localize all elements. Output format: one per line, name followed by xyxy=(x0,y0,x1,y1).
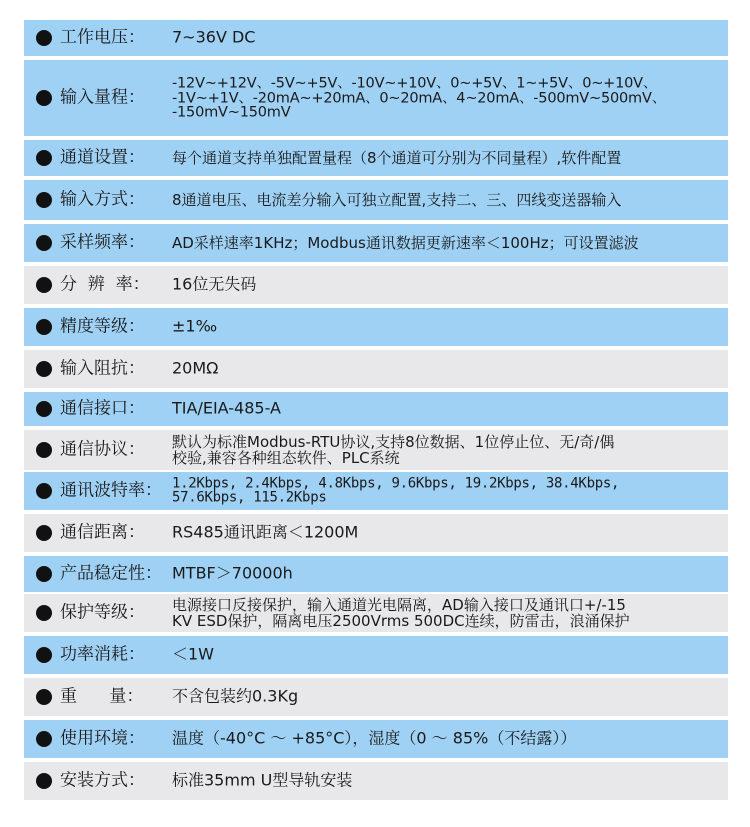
spec-value: MTBF＞70000h xyxy=(172,563,293,583)
bullet-icon xyxy=(36,150,52,166)
spec-row-comm-interface xyxy=(24,392,728,426)
spec-label: 分 辨 率： xyxy=(60,274,150,295)
spec-label: 保护等级： xyxy=(60,602,145,623)
bullet-icon xyxy=(36,483,52,499)
bullet-icon xyxy=(36,647,52,663)
spec-label: 通信接口： xyxy=(60,398,145,419)
spec-row-mounting xyxy=(24,762,728,800)
spec-row-input-impedance xyxy=(24,350,728,388)
spec-label: 使用环境： xyxy=(60,728,145,749)
bullet-icon xyxy=(36,361,52,377)
spec-row-input-mode xyxy=(24,180,728,220)
bullet-icon xyxy=(36,90,52,106)
bullet-icon xyxy=(36,605,52,621)
spec-row-accuracy xyxy=(24,308,728,346)
spec-value: 电源接口反接保护，输入通道光电隔离，AD输入接口及通讯口+/-15 KV ESD保护，隔离电压2500Vrms 500DC连续，防雷击，浪涌保护 xyxy=(172,595,630,630)
spec-label: 工作电压： xyxy=(60,27,145,48)
spec-row-input-range xyxy=(24,60,728,136)
spec-value: 每个通道支持单独配置量程（8个通道可分别为不同量程）,软件配置 xyxy=(172,148,622,167)
spec-label: 通道设置： xyxy=(60,147,145,168)
spec-row-environment xyxy=(24,720,728,758)
spec-value: 不含包装约0.3Kg xyxy=(172,686,299,706)
bullet-icon xyxy=(36,319,52,335)
spec-label: 精度等级： xyxy=(60,316,145,337)
bullet-icon xyxy=(36,401,52,417)
bullet-icon xyxy=(36,192,52,208)
spec-label: 通信距离： xyxy=(60,522,145,543)
spec-value: ＜1W xyxy=(172,644,215,664)
spec-row-sampling-rate xyxy=(24,224,728,262)
spec-value: 默认为标准Modbus-RTU协议,支持8位数据、1位停止位、无/奇/偶 校验,兼容各种组态软件、PLC系统 xyxy=(172,432,615,467)
spec-label: 重 量： xyxy=(60,686,144,707)
spec-label: 采样频率： xyxy=(60,232,145,253)
bullet-icon xyxy=(36,277,52,293)
spec-row-comm-distance xyxy=(24,514,728,552)
spec-value: -12V~+12V、-5V~+5V、-10V~+10V、0~+5V、1~+5V、0~+10V、 -1V~+1V、-20mA~+20mA、0~20mA、4~20mA、-500mV~500mV、 -150mV~150mV xyxy=(172,75,667,121)
spec-row-channel-setting xyxy=(24,140,728,176)
spec-label: 通信协议： xyxy=(60,439,145,460)
spec-value: TIA/EIA-485-A xyxy=(172,398,281,418)
spec-label: 通讯波特率： xyxy=(60,480,162,501)
spec-value: RS485通讯距离＜1200M xyxy=(172,522,359,542)
spec-row-protection xyxy=(24,594,728,632)
bullet-icon xyxy=(36,30,52,46)
bullet-icon xyxy=(36,731,52,747)
spec-value: 7~36V DC xyxy=(172,27,256,47)
spec-value: AD采样速率1KHz；Modbus通讯数据更新速率＜100Hz；可设置滤波 xyxy=(172,233,639,252)
spec-label: 安装方式： xyxy=(60,770,145,791)
spec-label: 输入量程： xyxy=(60,87,145,108)
bullet-icon xyxy=(36,442,52,458)
spec-value: 8通道电压、电流差分输入可独立配置,支持二、三、四线变送器输入 xyxy=(172,190,622,209)
spec-row-power xyxy=(24,636,728,674)
spec-row-stability xyxy=(24,556,728,592)
spec-row-resolution xyxy=(24,266,728,304)
bullet-icon xyxy=(36,235,52,251)
spec-value: 20MΩ xyxy=(172,358,219,378)
spec-label: 功率消耗： xyxy=(60,644,145,665)
bullet-icon xyxy=(36,773,52,789)
spec-row-baud-rate xyxy=(24,472,728,510)
spec-label: 输入方式： xyxy=(60,189,145,210)
spec-value: 1.2Kbps, 2.4Kbps, 4.8Kbps, 9.6Kbps, 19.2Kbps, 38.4Kbps, 57.6Kbps, 115.2Kbps xyxy=(172,475,620,506)
spec-row-working-voltage xyxy=(24,20,728,56)
spec-value: ±1‰ xyxy=(172,316,218,336)
spec-label: 产品稳定性： xyxy=(60,563,162,584)
spec-label: 输入阻抗： xyxy=(60,358,145,379)
spec-value: 16位无失码 xyxy=(172,274,257,294)
bullet-icon xyxy=(36,525,52,541)
spec-row-weight xyxy=(24,678,728,716)
bullet-icon xyxy=(36,566,52,582)
bullet-icon xyxy=(36,689,52,705)
spec-row-comm-protocol xyxy=(24,430,728,470)
spec-value: 标准35mm U型导轨安装 xyxy=(172,770,353,790)
spec-value: 温度（-40°C ～ +85°C），湿度（0 ～ 85%（不结露）） xyxy=(172,728,577,748)
